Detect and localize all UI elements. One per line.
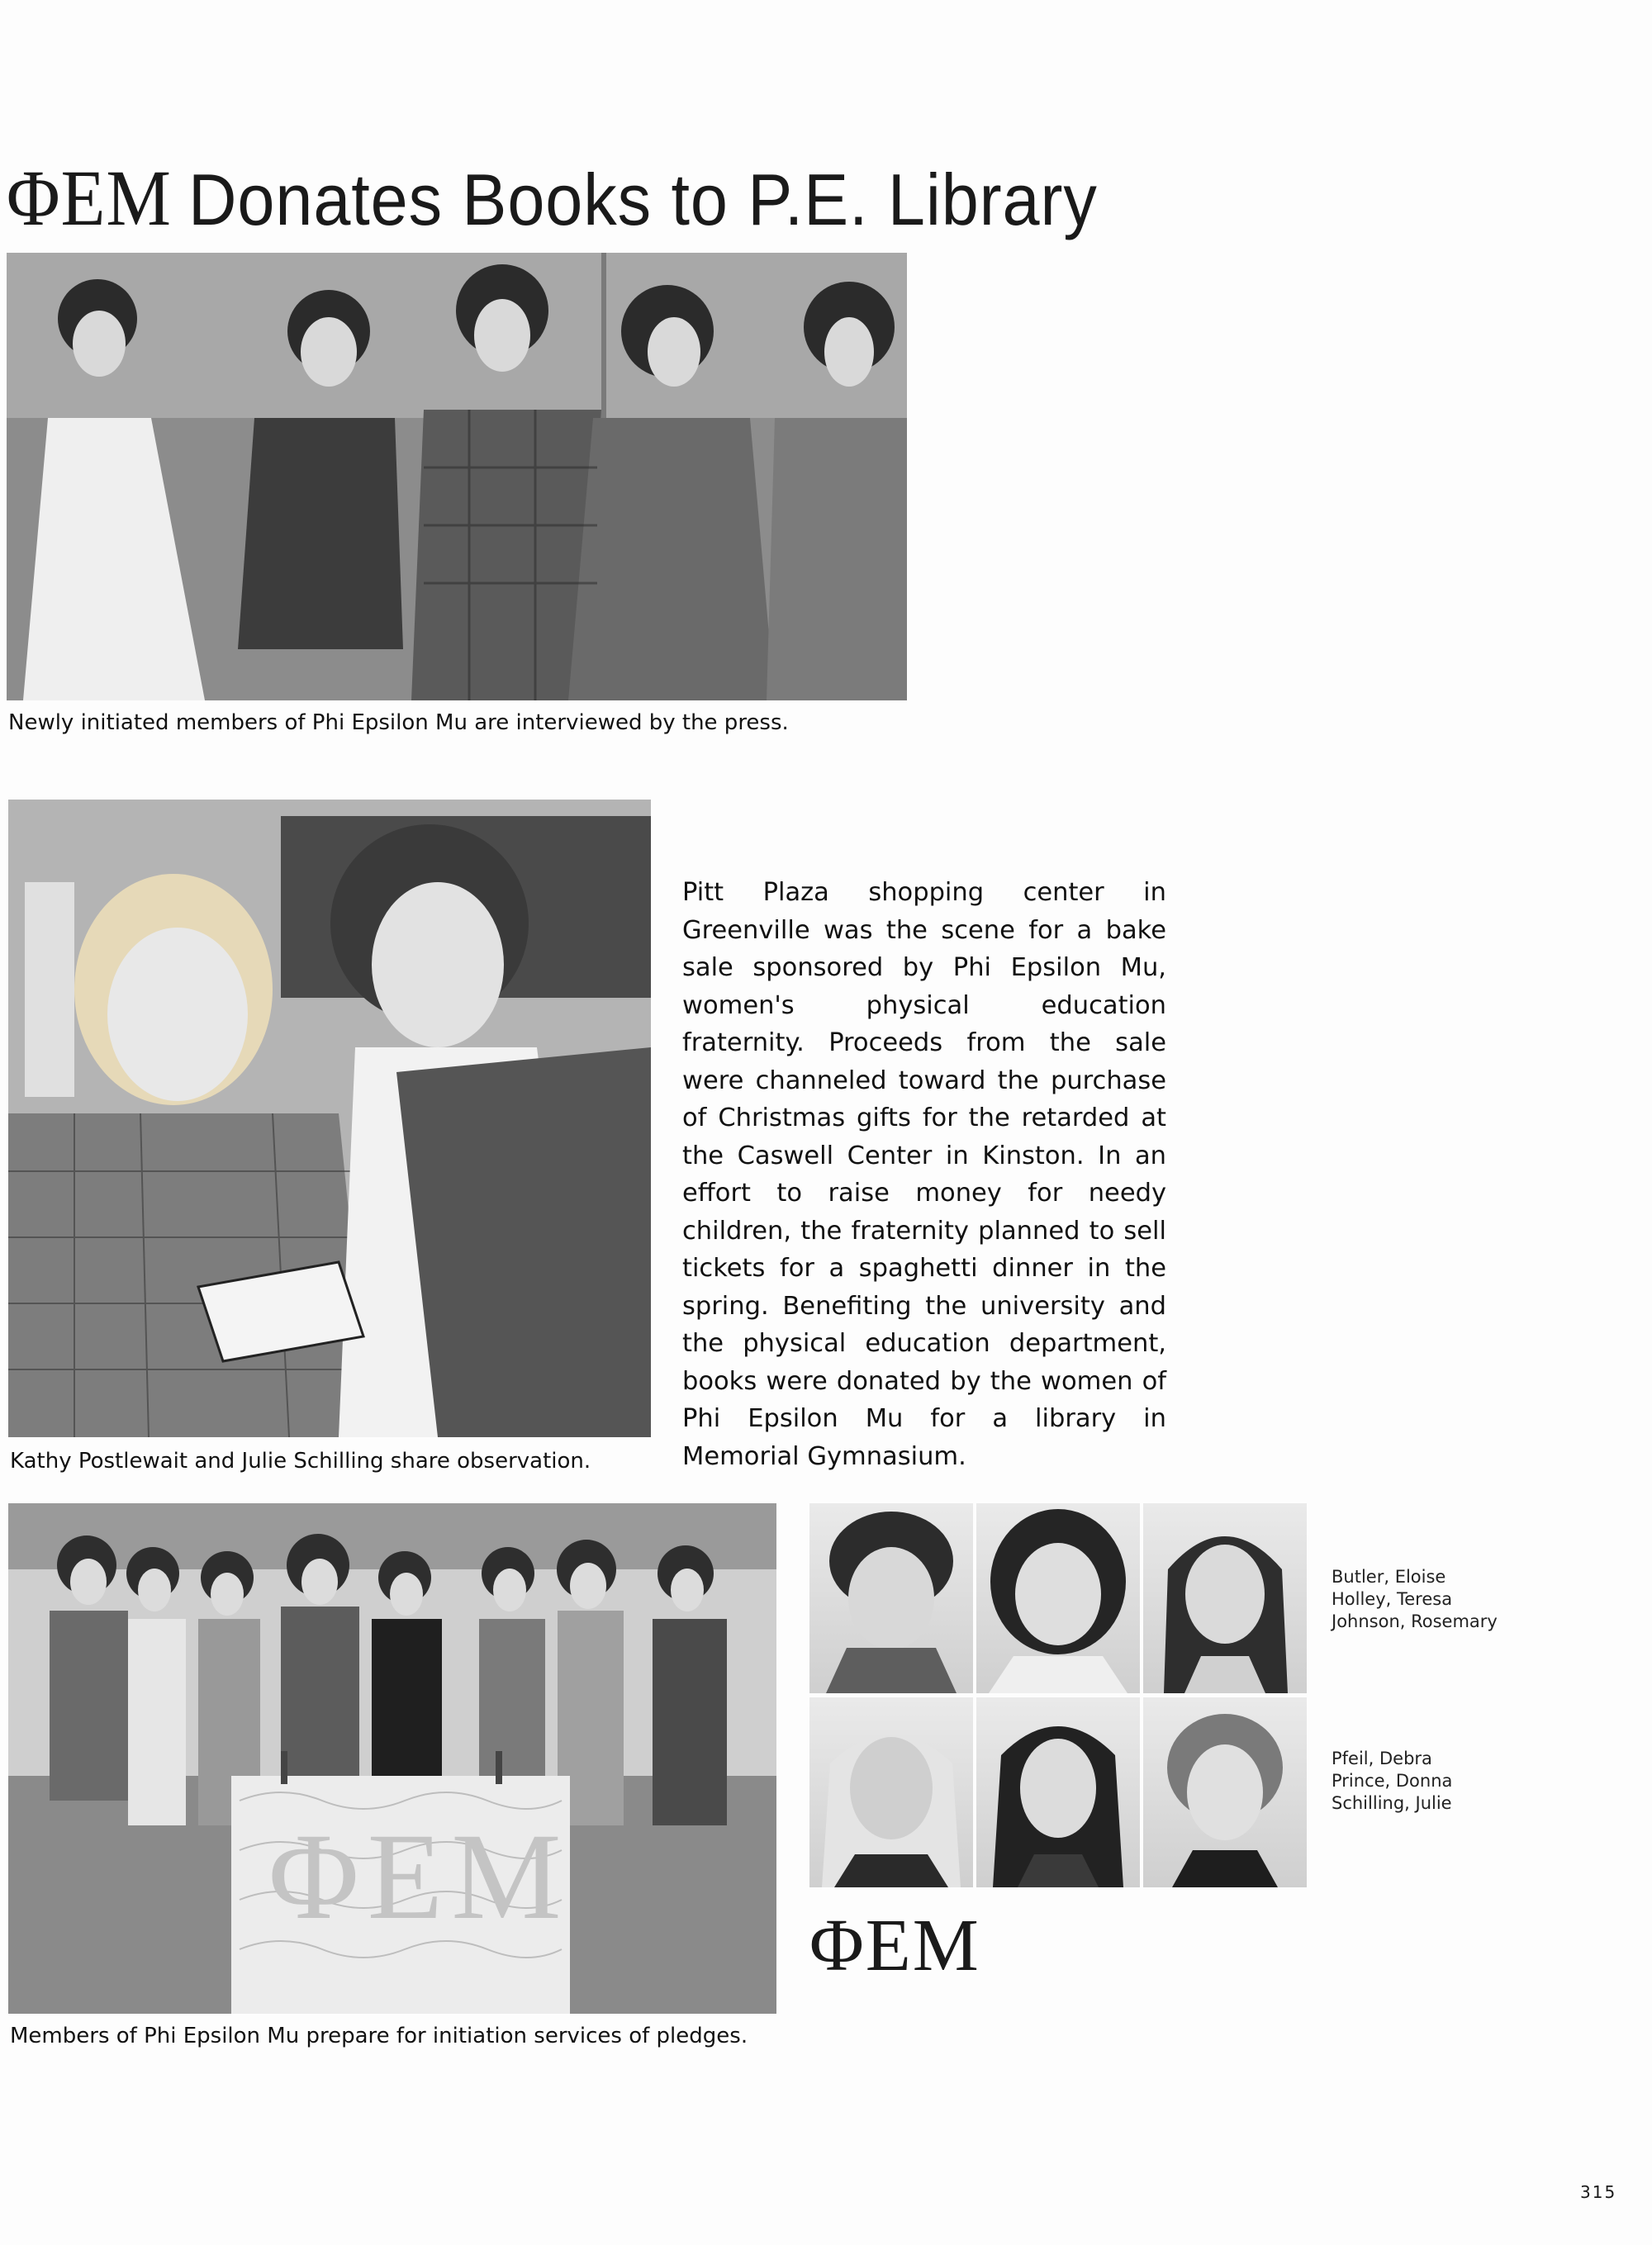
portrait-schilling-julie [1143,1697,1307,1887]
portrait-names-row-2 [1332,1748,1452,1815]
caption-bottom-photo: Members of Phi Epsilon Mu prepare for initiation services of pledges. [10,2024,748,2048]
two-women-graphic [8,800,651,1437]
portrait-graphic [976,1503,1140,1693]
portrait-name: Holley, Teresa [1332,1589,1453,1609]
caption-middle-photo: Kathy Postlewait and Julie Schilling share observation. [10,1449,591,1474]
portrait-names-row-1 [1332,1566,1498,1633]
caption-top-photo: Newly initiated members of Phi Epsilon Mu are interviewed by the press. [8,710,789,735]
portrait-name: Pfeil, Debra [1332,1749,1432,1768]
portrait-name: Johnson, Rosemary [1332,1611,1498,1631]
page-title [7,140,1098,256]
portrait-graphic [809,1503,973,1693]
portrait-graphic [1143,1503,1307,1693]
cloth-lettering: ΦΕΜ [268,1808,570,1945]
portrait-graphic [1143,1697,1307,1887]
page-number: 315 [1580,2182,1617,2202]
group-photo-graphic [7,253,907,700]
portrait-johnson-rosemary [1143,1503,1307,1693]
photo-two-women-book [8,800,651,1437]
portrait-graphic [976,1697,1140,1887]
portrait-name: Prince, Donna [1332,1771,1453,1791]
photo-press-interview [7,253,907,700]
portrait-holley-teresa [976,1503,1140,1693]
headline-text: Donates Books to P.E. Library [188,159,1098,240]
article-body: Pitt Plaza shopping center in Greenville was the scene for a bake sale sponsored by Phi Epsilon Mu, women's physical education fraternity. Proceeds from the sale were channeled toward the purchase of Christmas gifts for the retarded at the Caswell Center in Kinston. In an effort to raise money for needy children, the fraternity planned to sell tickets for a spaghetti dinner in the spring. Benefiting the university and the physical education department, books were donated by the women of Phi Epsilon Mu for a library in Memorial Gymnasium. [682,878,1166,1471]
portrait-pfeil-debra [809,1697,973,1887]
fraternity-emblem: ΦΕΜ [809,1905,980,1986]
portrait-name: Butler, Eloise [1332,1567,1446,1587]
greek-letters: ΦΕΜ [7,154,172,242]
portrait-graphic [809,1697,973,1887]
portrait-name: Schilling, Julie [1332,1793,1452,1813]
portrait-butler-eloise [809,1503,973,1693]
portrait-prince-donna [976,1697,1140,1887]
photo-initiation [8,1503,776,2014]
